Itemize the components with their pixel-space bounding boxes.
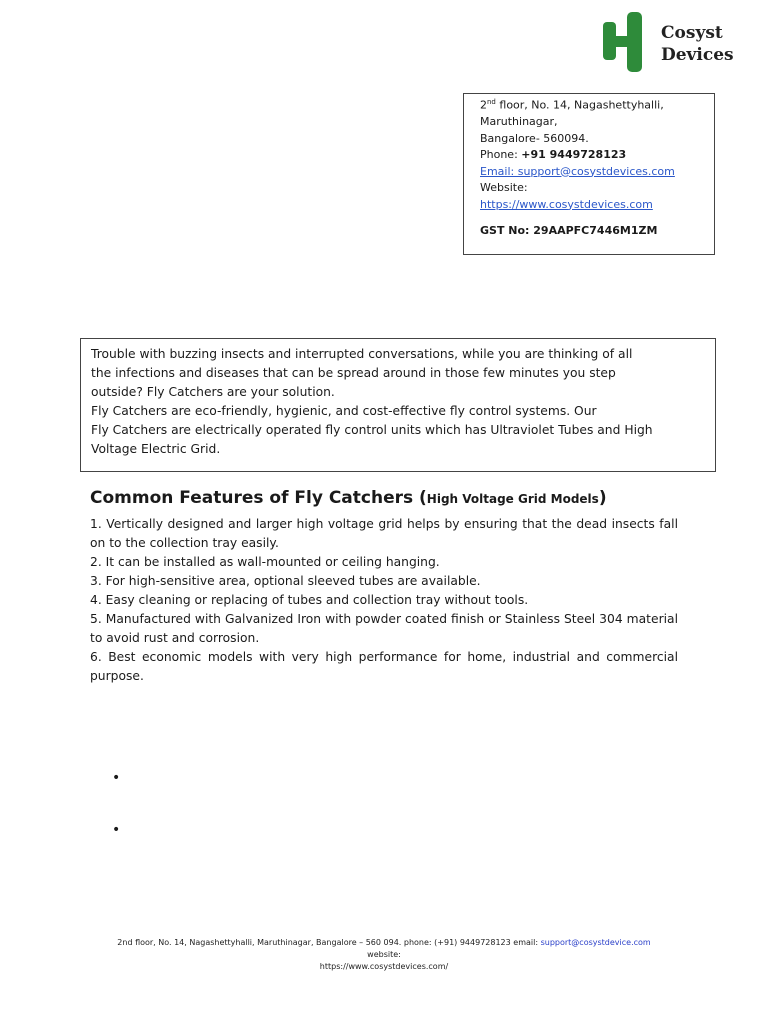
website-link[interactable]: https://www.cosystdevices.com [480,197,653,211]
intro-line: outside? Fly Catchers are your solution. [91,385,335,399]
footer-website[interactable]: https://www.cosystdevices.com/ [319,962,449,971]
address-box [463,93,715,255]
features-title-end: ) [598,488,607,508]
feature-item-1: 1. Vertically designed and larger high voltage grid helps by ensuring that the dead insects fall on to the collection tray easily. [90,517,678,550]
company-logo [603,12,753,74]
phone-label: Phone: [480,148,522,162]
logo-line-2: Devices [661,45,734,65]
logo-text [661,22,734,66]
bullet-point-2: • [112,822,121,838]
floor-suffix: nd [487,98,496,106]
footer-address: 2nd floor, No. 14, Nagashettyhalli, Maruthinagar, Bangalore – 560 094. phone: (+91) 9449728123 email: [117,938,541,947]
features-title [90,486,678,511]
address-line-2: Maruthinagar, [480,115,558,129]
logo-line-1: Cosyst [661,23,723,43]
page-footer [110,937,658,973]
logo-h-icon [603,12,649,72]
address-line-1 [480,94,714,114]
feature-item-2: 2. It can be installed as wall-mounted or ceiling hanging. [90,555,440,569]
address-line-3: Bangalore- 560094. [480,131,589,145]
footer-line-1 [110,937,658,961]
feature-item-4: 4. Easy cleaning or replacing of tubes and collection tray without tools. [90,593,529,607]
feature-item-5: 5. Manufactured with Galvanized Iron with powder coated finish or Stainless Steel 304 material to avoid rust and corrosion. [90,612,678,645]
features-section [90,486,678,686]
intro-line: Fly Catchers are electrically operated fly control units which has Ultraviolet Tubes and High [91,423,653,437]
footer-email[interactable]: support@cosystdevice.com [540,938,651,947]
feature-item-6: 6. Best economic models with very high performance for home, industrial and commercial purpose. [90,650,678,683]
footer-website-label: website: [367,950,401,959]
website-label: Website: [480,181,528,195]
intro-line: Trouble with buzzing insects and interrupted conversations, while you are thinking of all [91,347,633,361]
features-title-main: Common Features of Fly Catchers ( [90,488,427,508]
floor-number: 2 [480,98,487,112]
feature-item-3: 3. For high-sensitive area, optional sleeved tubes are available. [90,574,481,588]
features-title-sub: High Voltage Grid Models [426,492,599,506]
floor-rest: floor, No. 14, Nagashettyhalli, [495,98,664,112]
intro-line: Fly Catchers are eco-friendly, hygienic, and cost-effective fly control systems. Our [91,404,597,418]
intro-box [80,338,716,472]
email-link[interactable]: Email: support@cosystdevices.com [480,164,675,178]
bullet-point-1: • [112,770,121,786]
phone-value: +91 9449728123 [521,148,627,162]
intro-line: Voltage Electric Grid. [91,442,221,456]
intro-line: the infections and diseases that can be spread around in those few minutes you step [91,366,616,380]
phone-line [480,147,714,164]
gst-number: GST No: 29AAPFC7446M1ZM [480,224,658,238]
